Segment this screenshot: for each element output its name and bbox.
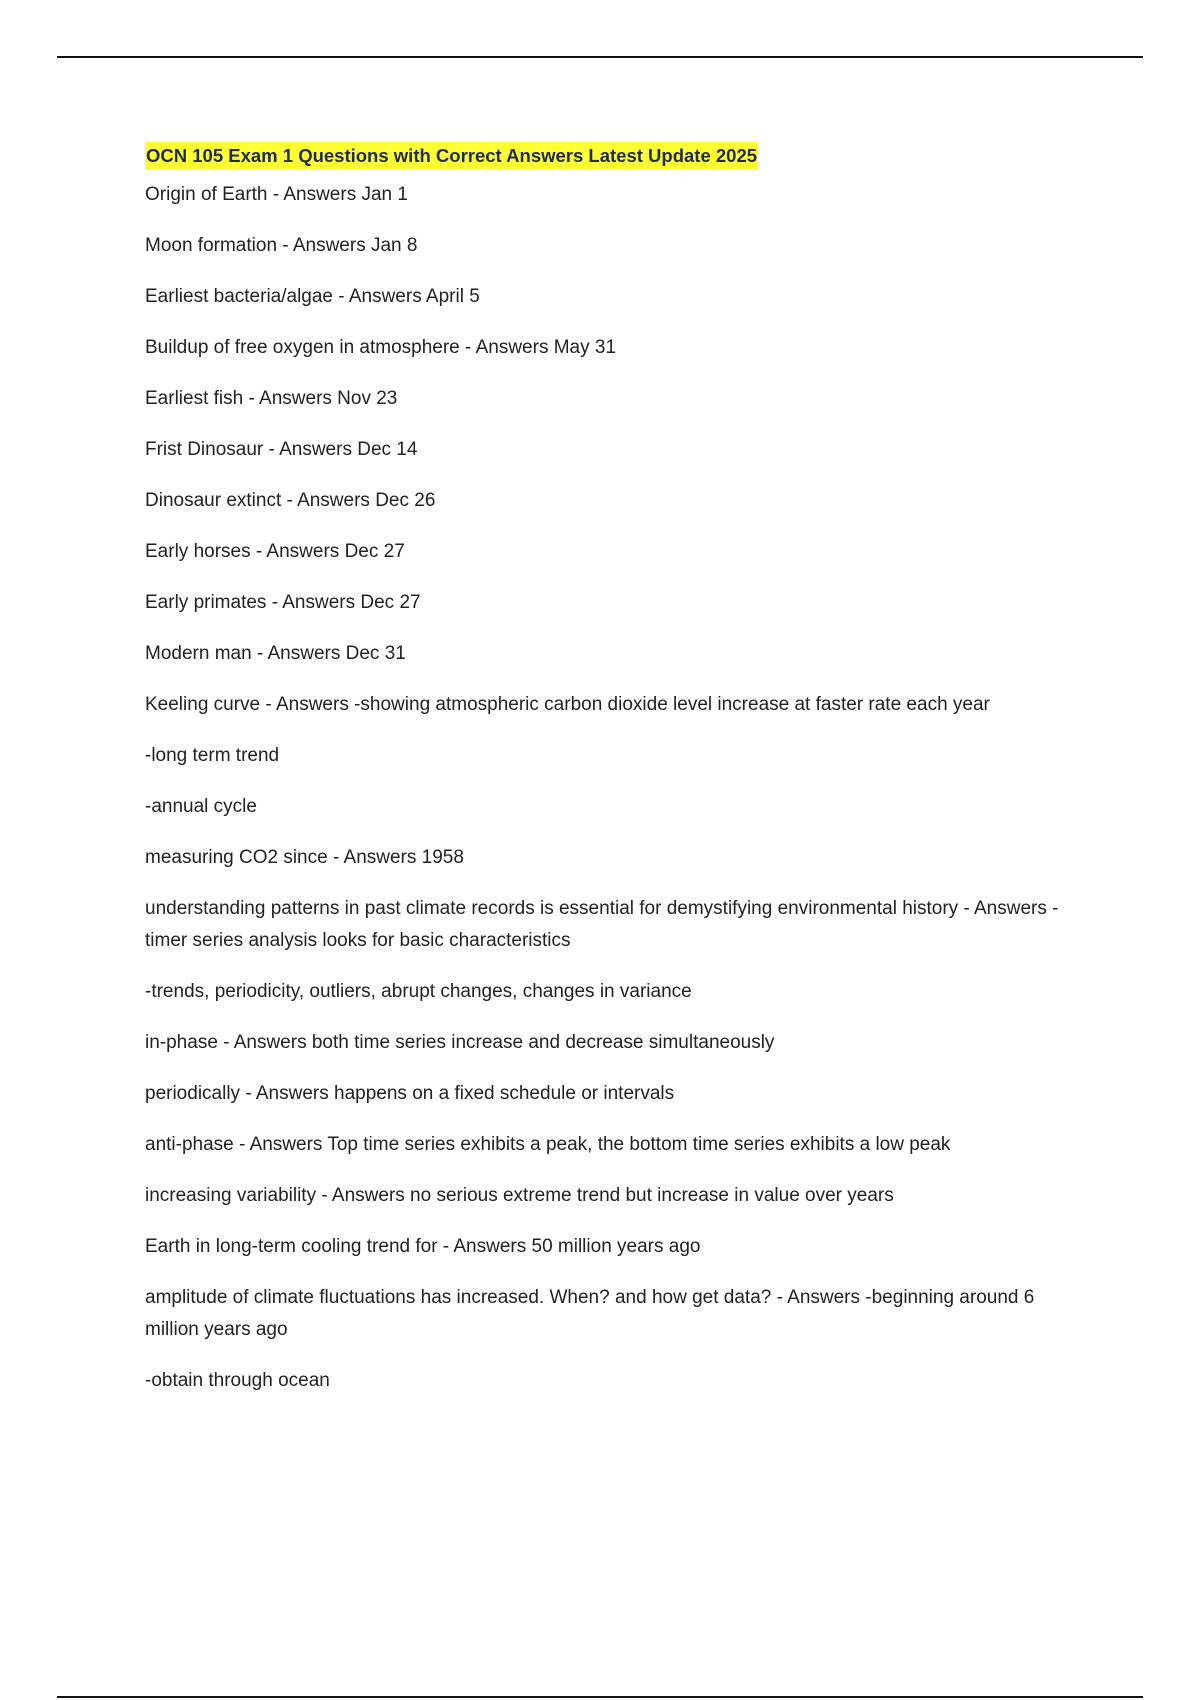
list-item: amplitude of climate fluctuations has increased. When? and how get data? - Answers -beginning around 6 million years ago (145, 1287, 1035, 1340)
document-body (145, 142, 1090, 1416)
list-item: -trends, periodicity, outliers, abrupt changes, changes in variance (145, 981, 692, 1002)
list-item: in-phase - Answers both time series increase and decrease simultaneously (145, 1032, 775, 1053)
list-item: Earliest bacteria/algae - Answers April 5 (145, 286, 480, 307)
list-item: Early horses - Answers Dec 27 (145, 541, 405, 562)
list-item: -obtain through ocean (145, 1370, 330, 1391)
list-item: anti-phase - Answers Top time series exhibits a peak, the bottom time series exhibits a low peak (145, 1134, 951, 1155)
list-item: periodically - Answers happens on a fixed schedule or intervals (145, 1083, 675, 1104)
list-item: increasing variability - Answers no serious extreme trend but increase in value over years (145, 1185, 894, 1206)
list-item: Buildup of free oxygen in atmosphere - Answers May 31 (145, 337, 617, 358)
list-item: Earliest fish - Answers Nov 23 (145, 388, 398, 409)
qa-list (145, 179, 1090, 1397)
list-item: Modern man - Answers Dec 31 (145, 643, 406, 664)
list-item: -annual cycle (145, 796, 257, 817)
list-item: Early primates - Answers Dec 27 (145, 592, 421, 613)
list-item: Dinosaur extinct - Answers Dec 26 (145, 490, 436, 511)
list-item: measuring CO2 since - Answers 1958 (145, 847, 464, 868)
header-rule (57, 56, 1143, 58)
document-title: OCN 105 Exam 1 Questions with Correct Answers Latest Update 2025 (145, 142, 758, 170)
list-item: Moon formation - Answers Jan 8 (145, 235, 418, 256)
footer-rule (57, 1696, 1143, 1698)
list-item: Keeling curve - Answers -showing atmospheric carbon dioxide level increase at faster rate each year (145, 694, 990, 715)
list-item: Frist Dinosaur - Answers Dec 14 (145, 439, 418, 460)
list-item: -long term trend (145, 745, 280, 766)
list-item: Origin of Earth - Answers Jan 1 (145, 184, 408, 205)
list-item: Earth in long-term cooling trend for - Answers 50 million years ago (145, 1236, 701, 1257)
list-item: understanding patterns in past climate records is essential for demystifying environmental history - Answers -timer series analysis looks for basic characteristics (145, 898, 1059, 951)
